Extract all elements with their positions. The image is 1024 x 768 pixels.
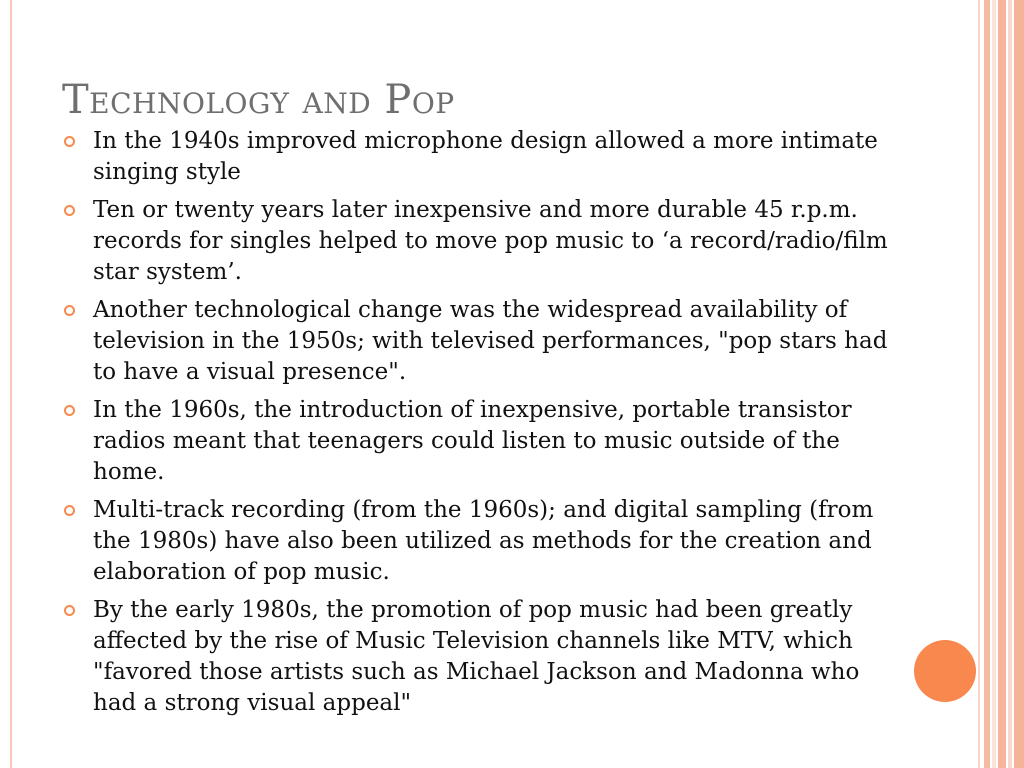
orange-circle-decoration — [914, 640, 976, 702]
bullet-text: By the early 1980s, the promotion of pop music had been greatly affected by the rise of Music Television channels like MTV, which "favored those artists such as Michael Jackson and Madonna who had a strong visual appeal" — [93, 597, 860, 716]
bullet-item — [62, 295, 892, 388]
bullet-item — [62, 126, 892, 188]
right-decor-stripe — [1008, 0, 1012, 768]
bullet-text: In the 1940s improved microphone design allowed a more intimate singing style — [93, 128, 878, 185]
right-decor-stripe — [992, 0, 996, 768]
bullet-list — [62, 126, 892, 726]
right-decor-stripe — [984, 0, 990, 768]
right-decor-stripe — [1014, 0, 1024, 768]
bullet-text: Another technological change was the widespread availability of television in the 1950s; with televised performances, "pop stars had to have a visual presence". — [93, 297, 888, 385]
bullet-item — [62, 495, 892, 588]
bullet-text: In the 1960s, the introduction of inexpensive, portable transistor radios meant that teenagers could listen to music outside of the home. — [93, 397, 852, 485]
circle-bullet-icon — [64, 605, 75, 616]
circle-bullet-icon — [64, 505, 75, 516]
bullet-text: Multi-track recording (from the 1960s); and digital sampling (from the 1980s) have also been utilized as methods for the creation and elaboration of pop music. — [93, 497, 874, 585]
right-decor-stripe — [978, 0, 980, 768]
circle-bullet-icon — [64, 205, 75, 216]
bullet-item — [62, 395, 892, 488]
slide-title: Technology and Pop — [62, 77, 455, 123]
bullet-text: Ten or twenty years later inexpensive and more durable 45 r.p.m. records for singles helped to move pop music to ‘a record/radio/film star system’. — [93, 197, 888, 285]
circle-bullet-icon — [64, 405, 75, 416]
circle-bullet-icon — [64, 136, 75, 147]
circle-bullet-icon — [64, 305, 75, 316]
right-decor-stripe — [998, 0, 1006, 768]
left-border-line — [10, 0, 12, 768]
bullet-item — [62, 595, 892, 719]
bullet-item — [62, 195, 892, 288]
